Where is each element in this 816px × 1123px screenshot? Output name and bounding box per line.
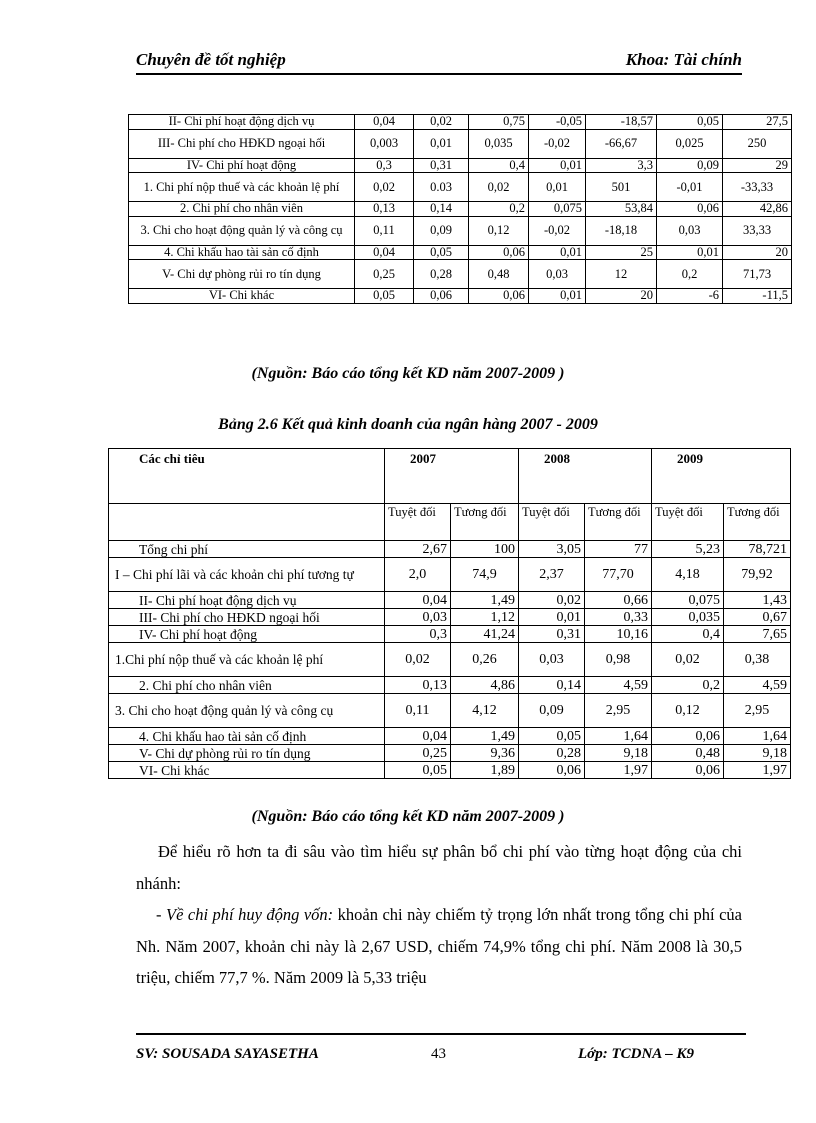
cell-value: 1,12 (451, 609, 519, 626)
cell-value: -18,57 (586, 115, 657, 130)
cell-value: 0,01 (529, 245, 586, 260)
cell-value: 0,14 (414, 202, 469, 217)
cell-value: 79,92 (724, 558, 791, 592)
cell-value: -0,01 (657, 173, 723, 202)
table-row (109, 541, 791, 558)
cell-value: 7,65 (724, 626, 791, 643)
cell-value: 0,11 (355, 216, 414, 245)
cell-value: 0,26 (451, 643, 519, 677)
footer-class: Lớp: TCDNA – K9 (578, 1046, 694, 1062)
footer-divider (136, 1033, 746, 1035)
row-label: II- Chi phí hoạt động dịch vụ (109, 592, 385, 609)
header-indicators: Các chỉ tiêu (109, 449, 385, 504)
cell-value: 0,025 (657, 129, 723, 158)
cell-value: 0,06 (414, 289, 469, 304)
cell-value: -18,18 (586, 216, 657, 245)
cell-value: 20 (723, 245, 792, 260)
cell-value: 0,06 (469, 245, 529, 260)
cell-value: 12 (586, 260, 657, 289)
row-label: V- Chi dự phòng rủi ro tín dụng (129, 260, 355, 289)
cell-value: 0,48 (652, 745, 724, 762)
cell-value: 0,31 (519, 626, 585, 643)
cell-value: 5,23 (652, 541, 724, 558)
cell-value: -6 (657, 289, 723, 304)
cell-value: 4,59 (724, 677, 791, 694)
cell-value: 0,38 (724, 643, 791, 677)
header-year-2007: 2007 (385, 449, 519, 504)
cell-value: 42,86 (723, 202, 792, 217)
row-label: II- Chi phí hoạt động dịch vụ (129, 115, 355, 130)
cell-value: 100 (451, 541, 519, 558)
cell-value: 0,09 (414, 216, 469, 245)
cell-value: 41,24 (451, 626, 519, 643)
cell-value: 0,05 (385, 762, 451, 779)
cell-value: 0,02 (385, 643, 451, 677)
cell-value: 0,98 (585, 643, 652, 677)
cell-value: 77 (585, 541, 652, 558)
cell-value: 4,18 (652, 558, 724, 592)
cell-value: 0,01 (414, 129, 469, 158)
row-label: 4. Chi khấu hao tài sản cố định (129, 245, 355, 260)
cell-value: 0,02 (652, 643, 724, 677)
footer-page-number: 43 (431, 1046, 446, 1062)
header-year-2009: 2009 (652, 449, 791, 504)
cell-value: 0,14 (519, 677, 585, 694)
cell-value: 0,05 (519, 728, 585, 745)
header-divider (136, 73, 742, 75)
cell-value: 0,03 (529, 260, 586, 289)
row-label: I – Chi phí lãi và các khoản chi phí tương tự (109, 558, 385, 592)
header-year-2008: 2008 (519, 449, 652, 504)
cell-value: 0,05 (414, 245, 469, 260)
row-label: 3. Chi cho hoạt động quản lý và công cụ (109, 694, 385, 728)
cell-value: 0,3 (355, 158, 414, 173)
row-label: 1. Chi phí nộp thuế và các khoản lệ phí (129, 173, 355, 202)
cell-value: 4,86 (451, 677, 519, 694)
cell-value: 0,075 (652, 592, 724, 609)
business-results-table (108, 448, 791, 779)
cell-value: 250 (723, 129, 792, 158)
paragraph-italic-lead: Về chi phí huy động vốn: (165, 905, 334, 924)
cell-value: -66,67 (586, 129, 657, 158)
footer-student: SV: SOUSADA SAYASETHA (136, 1046, 319, 1062)
cell-value: 0,05 (355, 289, 414, 304)
table-row (129, 216, 792, 245)
cell-value: 0,075 (529, 202, 586, 217)
cell-value: 0,48 (469, 260, 529, 289)
table-header-row (109, 449, 791, 504)
cell-value: 2,0 (385, 558, 451, 592)
table-subheader-row (109, 504, 791, 541)
cell-value: 0,01 (529, 173, 586, 202)
table-row (129, 129, 792, 158)
source-note-2: (Nguồn: Báo cáo tổng kết KD năm 2007-2009 ) (251, 808, 565, 825)
cell-value: 0,06 (652, 728, 724, 745)
table-row (129, 260, 792, 289)
cell-value: 0,02 (355, 173, 414, 202)
cell-value: 27,5 (723, 115, 792, 130)
cell-value: 0,04 (385, 592, 451, 609)
subheader-rel-2007: Tương đối (451, 504, 519, 541)
cost-change-table (128, 114, 792, 304)
row-label: IV- Chi phí hoạt động (109, 626, 385, 643)
cell-value: 0,06 (652, 762, 724, 779)
cell-value: -0,02 (529, 216, 586, 245)
cell-value: 0,02 (414, 115, 469, 130)
cell-value: 0,31 (414, 158, 469, 173)
cell-value: 2,37 (519, 558, 585, 592)
cell-value: 0,28 (519, 745, 585, 762)
cell-value: 0,03 (519, 643, 585, 677)
cell-value: 0,04 (355, 245, 414, 260)
table-row (109, 728, 791, 745)
cell-value: 0,02 (469, 173, 529, 202)
paragraph-bullet: - (156, 905, 166, 924)
table-row (129, 115, 792, 130)
table-row (109, 626, 791, 643)
cell-value: 0,2 (657, 260, 723, 289)
cell-value: 0,035 (469, 129, 529, 158)
source-note-1: (Nguồn: Báo cáo tổng kết KD năm 2007-2009 ) (251, 365, 565, 382)
table-row (109, 609, 791, 626)
cell-value: 71,73 (723, 260, 792, 289)
cell-value: 0,4 (469, 158, 529, 173)
cell-value: 0,12 (652, 694, 724, 728)
cell-value: 0,09 (519, 694, 585, 728)
cell-value: 1,64 (724, 728, 791, 745)
page-header (136, 50, 742, 72)
subheader-rel-2009: Tương đối (724, 504, 791, 541)
cell-value: 0,01 (529, 289, 586, 304)
cell-value: 2,95 (585, 694, 652, 728)
table-row (129, 173, 792, 202)
cell-value: 9,36 (451, 745, 519, 762)
cell-value: 0,13 (385, 677, 451, 694)
subheader-rel-2008: Tương đối (585, 504, 652, 541)
cell-value: 0,13 (355, 202, 414, 217)
cell-value: 0,67 (724, 609, 791, 626)
cell-value: 0,3 (385, 626, 451, 643)
table-row (109, 677, 791, 694)
cell-value: 0,03 (657, 216, 723, 245)
cell-value: 0,12 (469, 216, 529, 245)
subheader-abs-2008: Tuyệt đối (519, 504, 585, 541)
cell-value: 0,003 (355, 129, 414, 158)
cell-value: 0,66 (585, 592, 652, 609)
table-row (109, 592, 791, 609)
row-label: 2. Chi phí cho nhân viên (129, 202, 355, 217)
cell-value: 0,035 (652, 609, 724, 626)
paragraph-body: khoản chi này chiếm tỷ trọng lớn nhất trong tổng chi phí của Nh. Năm 2007, khoản chi này là 2,67 USD, chiếm 74,9% tổng chi phí. Năm 2008 là 30,5 triệu, chiếm 77,7 %. Năm 2009 là 5,33 triệu (136, 905, 742, 987)
cell-value: 0,4 (652, 626, 724, 643)
cell-value: 53,84 (586, 202, 657, 217)
cell-value: 0.03 (414, 173, 469, 202)
cell-value: 1,89 (451, 762, 519, 779)
cell-value: 0,11 (385, 694, 451, 728)
cell-value: 0,02 (519, 592, 585, 609)
cell-value: 0,04 (355, 115, 414, 130)
subheader-abs-2009: Tuyệt đối (652, 504, 724, 541)
table-row (129, 202, 792, 217)
cell-value: -11,5 (723, 289, 792, 304)
table-row (109, 762, 791, 779)
row-label: IV- Chi phí hoạt động (129, 158, 355, 173)
table-row (109, 558, 791, 592)
table-row (109, 694, 791, 728)
cell-value: 2,95 (724, 694, 791, 728)
cell-value: 0,03 (385, 609, 451, 626)
paragraph-intro: Để hiểu rõ hơn ta đi sâu vào tìm hiểu sự phân bổ chi phí vào từng hoạt động của chi nhánh: (136, 842, 742, 893)
cell-value: 0,06 (519, 762, 585, 779)
cell-value: 9,18 (585, 745, 652, 762)
table-row (129, 158, 792, 173)
cell-value: 2,67 (385, 541, 451, 558)
cell-value: 1,64 (585, 728, 652, 745)
table-row (109, 643, 791, 677)
cell-value: 0,06 (657, 202, 723, 217)
cell-value: 29 (723, 158, 792, 173)
subheader-blank (109, 504, 385, 541)
cell-value: 0,25 (355, 260, 414, 289)
row-label: 3. Chi cho hoạt động quản lý và công cụ (129, 216, 355, 245)
row-label: VI- Chi khác (109, 762, 385, 779)
row-label: Tổng chi phí (109, 541, 385, 558)
paragraph-mobilization (136, 899, 742, 994)
cell-value: 0,01 (529, 158, 586, 173)
row-label: 1.Chi phí nộp thuế và các khoản lệ phí (109, 643, 385, 677)
cell-value: 74,9 (451, 558, 519, 592)
subheader-abs-2007: Tuyệt đối (385, 504, 451, 541)
cell-value: 4,12 (451, 694, 519, 728)
cell-value: 1,49 (451, 728, 519, 745)
header-title: Chuyên đề tốt nghiệp (136, 50, 286, 69)
cell-value: 0,75 (469, 115, 529, 130)
table-row (109, 745, 791, 762)
cell-value: 0,25 (385, 745, 451, 762)
row-label: VI- Chi khác (129, 289, 355, 304)
table-row (129, 245, 792, 260)
cell-value: 0,06 (469, 289, 529, 304)
cell-value: 25 (586, 245, 657, 260)
cell-value: -0,02 (529, 129, 586, 158)
cell-value: 20 (586, 289, 657, 304)
table-caption: Bảng 2.6 Kết quả kinh doanh của ngân hàng 2007 - 2009 (218, 416, 598, 433)
cell-value: 0,04 (385, 728, 451, 745)
cell-value: 33,33 (723, 216, 792, 245)
cell-value: 0,2 (469, 202, 529, 217)
cell-value: 4,59 (585, 677, 652, 694)
cell-value: 0,05 (657, 115, 723, 130)
cell-value: 1,43 (724, 592, 791, 609)
cell-value: 501 (586, 173, 657, 202)
cell-value: 1,97 (585, 762, 652, 779)
cell-value: 10,16 (585, 626, 652, 643)
cell-value: 78,721 (724, 541, 791, 558)
cell-value: 0,28 (414, 260, 469, 289)
cell-value: 0,09 (657, 158, 723, 173)
cell-value: 0,01 (519, 609, 585, 626)
cell-value: 0,01 (657, 245, 723, 260)
cell-value: 9,18 (724, 745, 791, 762)
row-label: III- Chi phí cho HĐKD ngoại hối (109, 609, 385, 626)
cell-value: 1,97 (724, 762, 791, 779)
table-row (129, 289, 792, 304)
header-faculty: Khoa: Tài chính (625, 50, 742, 69)
cell-value: 3,05 (519, 541, 585, 558)
row-label: 2. Chi phí cho nhân viên (109, 677, 385, 694)
row-label: V- Chi dự phòng rủi ro tín dụng (109, 745, 385, 762)
cell-value: -0,05 (529, 115, 586, 130)
cell-value: 1,49 (451, 592, 519, 609)
cell-value: 0,2 (652, 677, 724, 694)
row-label: 4. Chi khấu hao tài sản cố định (109, 728, 385, 745)
cell-value: 0,33 (585, 609, 652, 626)
cell-value: 77,70 (585, 558, 652, 592)
row-label: III- Chi phí cho HĐKD ngoại hối (129, 129, 355, 158)
cell-value: -33,33 (723, 173, 792, 202)
cell-value: 3,3 (586, 158, 657, 173)
